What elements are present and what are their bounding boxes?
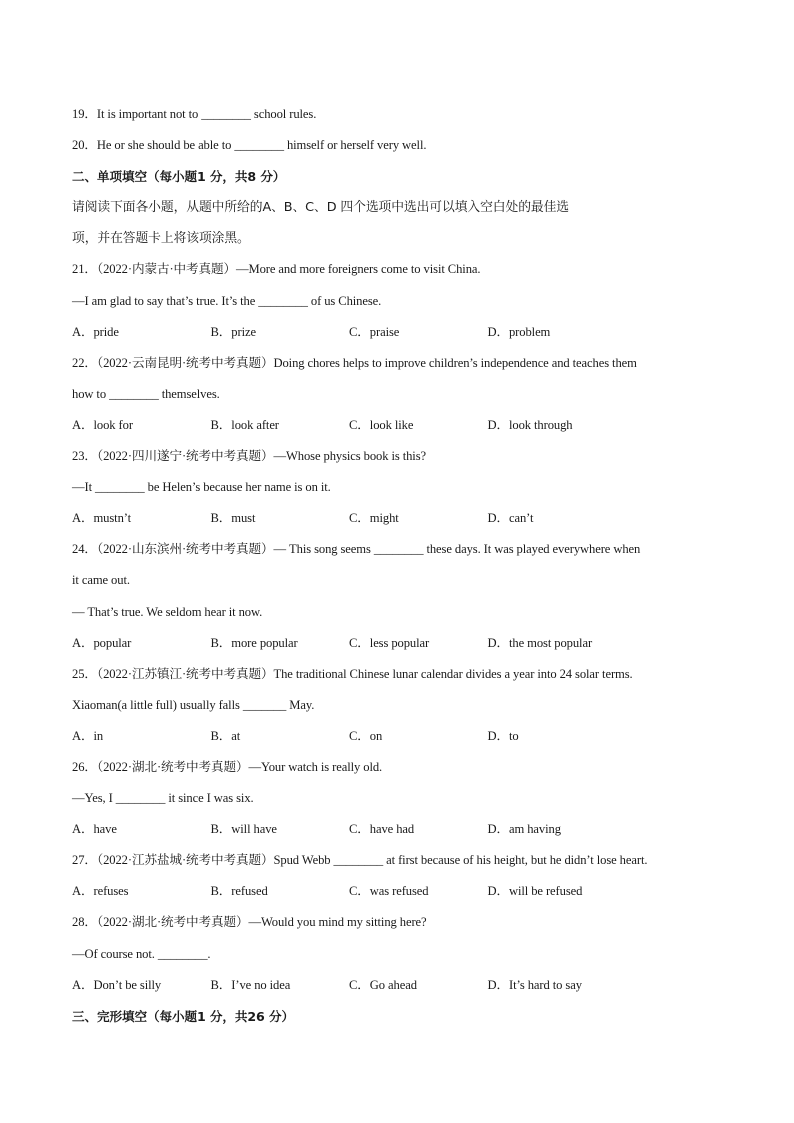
question-text: — That’s true. We seldom hear it now. [72, 604, 263, 619]
instruction-text: 项，并在答题卡上将该项涂黑。 [72, 231, 250, 247]
answer-option: A．in [72, 728, 104, 743]
question-text: Xiaoman(a little full) usually falls _______ May. [72, 697, 315, 712]
answer-option: A．Don’t be silly [72, 977, 162, 992]
answer-option: A．pride [72, 324, 119, 339]
answer-options [72, 970, 732, 1001]
question-text: 27．（2022·江苏盐城·统考中考真题）Spud Webb ________ at first because of his height, but he didn’t lose heart. [72, 853, 648, 868]
answer-options [72, 721, 732, 752]
answer-options [72, 503, 732, 534]
answer-option: C．might [349, 511, 399, 526]
answer-option: D．will be refused [487, 884, 583, 899]
question-text: how to ________ themselves. [72, 386, 220, 401]
question-text: it came out. [72, 573, 130, 588]
answer-option: A．have [72, 822, 117, 837]
question-text: 20．He or she should be able to ________ himself or herself very well. [72, 138, 427, 153]
question-text: 21．（2022·内蒙古·中考真题）—More and more foreigners come to visit China. [72, 262, 481, 277]
answer-options [72, 317, 732, 348]
answer-option: B．I’ve no idea [210, 977, 291, 992]
question-text: 23．（2022·四川遂宁·统考中考真题）—Whose physics book is this? [72, 449, 427, 464]
question-text: 28．（2022·湖北·统考中考真题）—Would you mind my sitting here? [72, 915, 427, 930]
answer-option: D．to [487, 728, 519, 743]
answer-options [72, 814, 732, 845]
question-text: —Yes, I ________ it since I was six. [72, 791, 254, 806]
answer-option: B．look after [210, 417, 279, 432]
answer-options [72, 628, 732, 659]
section-heading: 三、完形填空（每小题1 分，共26 分） [72, 1008, 294, 1024]
answer-option: C．less popular [349, 635, 430, 650]
answer-option: D．problem [487, 324, 551, 339]
answer-option: D．am having [487, 822, 561, 837]
answer-option: A．refuses [72, 884, 129, 899]
answer-option: D．the most popular [487, 635, 593, 650]
answer-option: D．look through [487, 417, 573, 432]
question-text: 22．（2022·云南昆明·统考中考真题）Doing chores helps to improve children’s independence and teaches them [72, 355, 637, 370]
instruction-text: 请阅读下面各小题，从题中所给的A、B、C、D 四个选项中选出可以填入空白处的最佳选 [72, 200, 569, 216]
answer-option: B．must [210, 511, 256, 526]
answer-option: C．was refused [349, 884, 429, 899]
section-heading: 二、单项填空（每小题1 分，共8 分） [72, 169, 286, 185]
answer-option: C．praise [349, 324, 400, 339]
question-text: 19．It is important not to ________ school rules. [72, 107, 317, 121]
answer-option: C．have had [349, 822, 415, 837]
answer-option: C．Go ahead [349, 977, 417, 992]
answer-option: B．will have [210, 822, 277, 837]
answer-options [72, 410, 732, 441]
question-text: 24．（2022·山东滨州·统考中考真题）— This song seems ________ these days. It was played everywhere when [72, 542, 641, 557]
exam-page [72, 99, 732, 1032]
answer-options [72, 876, 732, 907]
question-text: —Of course not. ________. [72, 946, 211, 961]
answer-option: C．on [349, 728, 383, 743]
answer-option: C．look like [349, 417, 414, 432]
question-text: —It ________ be Helen’s because her name is on it. [72, 480, 331, 495]
answer-option: D．can’t [487, 511, 534, 526]
answer-option: B．prize [210, 324, 256, 339]
question-text: —I am glad to say that’s true. It’s the ________ of us Chinese. [72, 293, 382, 308]
question-text: 26．（2022·湖北·统考中考真题）—Your watch is really old. [72, 759, 383, 774]
answer-option: B．at [210, 728, 241, 743]
answer-option: A．look for [72, 417, 133, 432]
answer-option: B．more popular [210, 635, 298, 650]
answer-option: B．refused [210, 884, 268, 899]
answer-option: D．It’s hard to say [487, 977, 582, 992]
question-text: 25．（2022·江苏镇江·统考中考真题）The traditional Chinese lunar calendar divides a year into 24 solar terms. [72, 666, 633, 681]
answer-option: A．mustn’t [72, 511, 132, 526]
answer-option: A．popular [72, 635, 132, 650]
